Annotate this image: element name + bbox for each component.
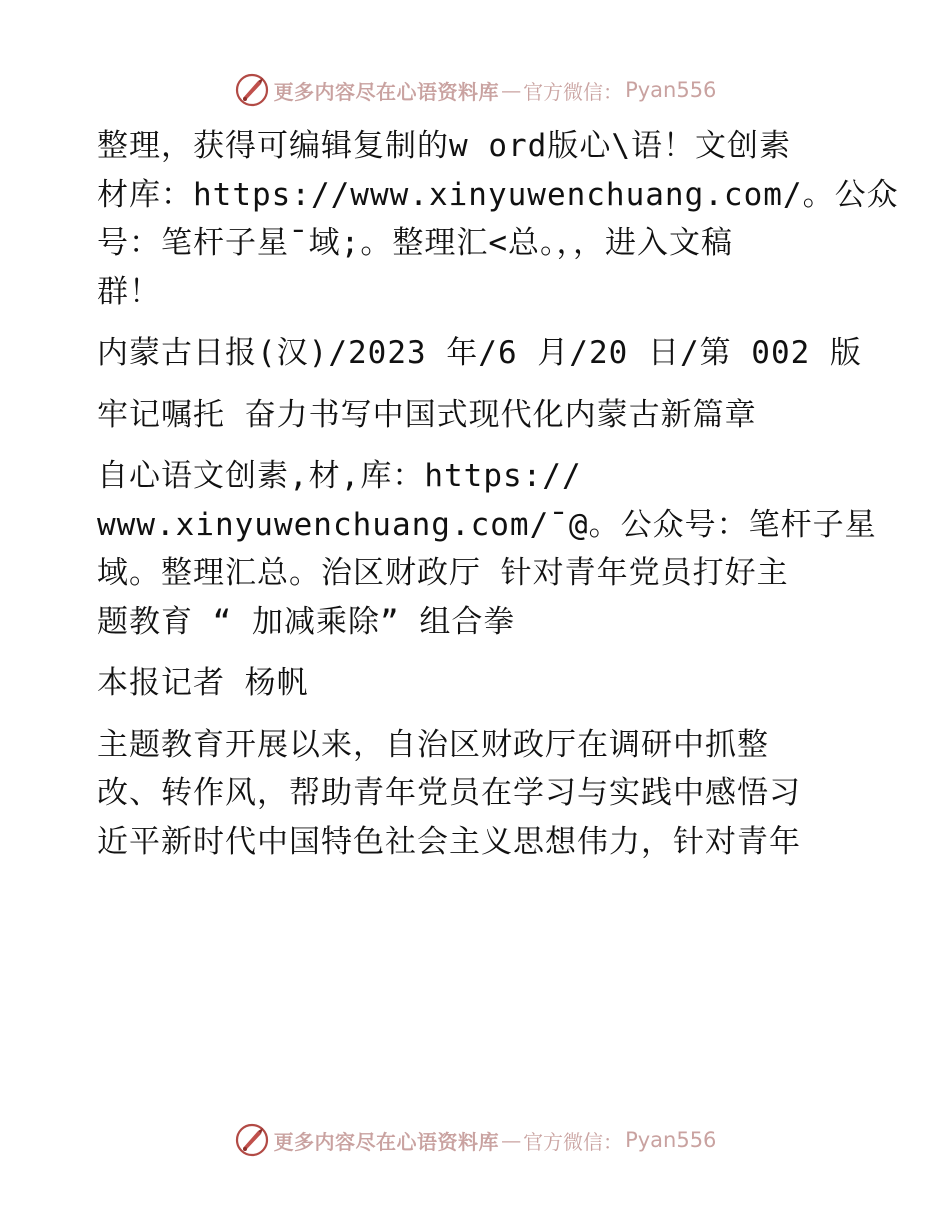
text-line: 近平新时代中国特色社会主义思想伟力，针对青年	[97, 823, 801, 860]
banner-separator: —	[501, 78, 522, 102]
document-body	[97, 122, 899, 879]
wechat-id: Pyan556	[625, 78, 717, 102]
text-line: 号：笔杆子星¯域;。整理汇<总。，，进入文稿	[97, 225, 733, 261]
site-name: 更多内容尽在心语资料库	[273, 79, 500, 104]
text-line: 题教育 “ 加减乘除” 组合拳	[97, 603, 516, 640]
body-paragraph	[97, 721, 857, 867]
text-line: 主题教育开展以来，自治区财政厅在调研中抓整	[97, 726, 769, 763]
banner-separator: —	[501, 1128, 522, 1152]
text-line: 改、转作风，帮助青年党员在学习与实践中感悟习	[97, 775, 801, 811]
article-title	[97, 452, 877, 646]
section-heading	[97, 391, 857, 440]
text-line: 群！	[97, 273, 161, 310]
text-line: 材库：https://www.xinyuwenchuang.com/。公众	[97, 176, 899, 213]
quill-pen-logo-icon	[234, 72, 270, 108]
text-line: 域。整理汇总。治区财政厅 针对青年党员打好主	[97, 555, 789, 591]
text-line: 整理，获得可编辑复制的w ord版心\语！文创素	[97, 128, 791, 164]
official-label: 官方微信：	[523, 79, 624, 104]
quill-pen-logo-icon	[234, 1122, 270, 1158]
footer-watermark-banner	[0, 1120, 950, 1160]
newspaper-citation	[97, 329, 862, 378]
text-line: 牢记嘱托 奋力书写中国式现代化内蒙古新篇章	[97, 396, 757, 433]
text-line: 自心语文创素,材,库：https://	[97, 458, 582, 494]
paragraph	[97, 122, 899, 316]
official-label: 官方微信：	[523, 1129, 624, 1154]
text-line: 本报记者 杨帆	[97, 665, 309, 701]
wechat-id: Pyan556	[625, 1128, 717, 1152]
text-line: 内蒙古日报(汉)/2023 年/6 月/20 日/第 002 版	[97, 335, 862, 371]
text-line: www.xinyuwenchuang.com/¯@。公众号：笔杆子星	[97, 506, 877, 543]
byline	[97, 659, 857, 708]
site-name: 更多内容尽在心语资料库	[273, 1129, 500, 1154]
header-watermark-banner	[0, 70, 950, 110]
